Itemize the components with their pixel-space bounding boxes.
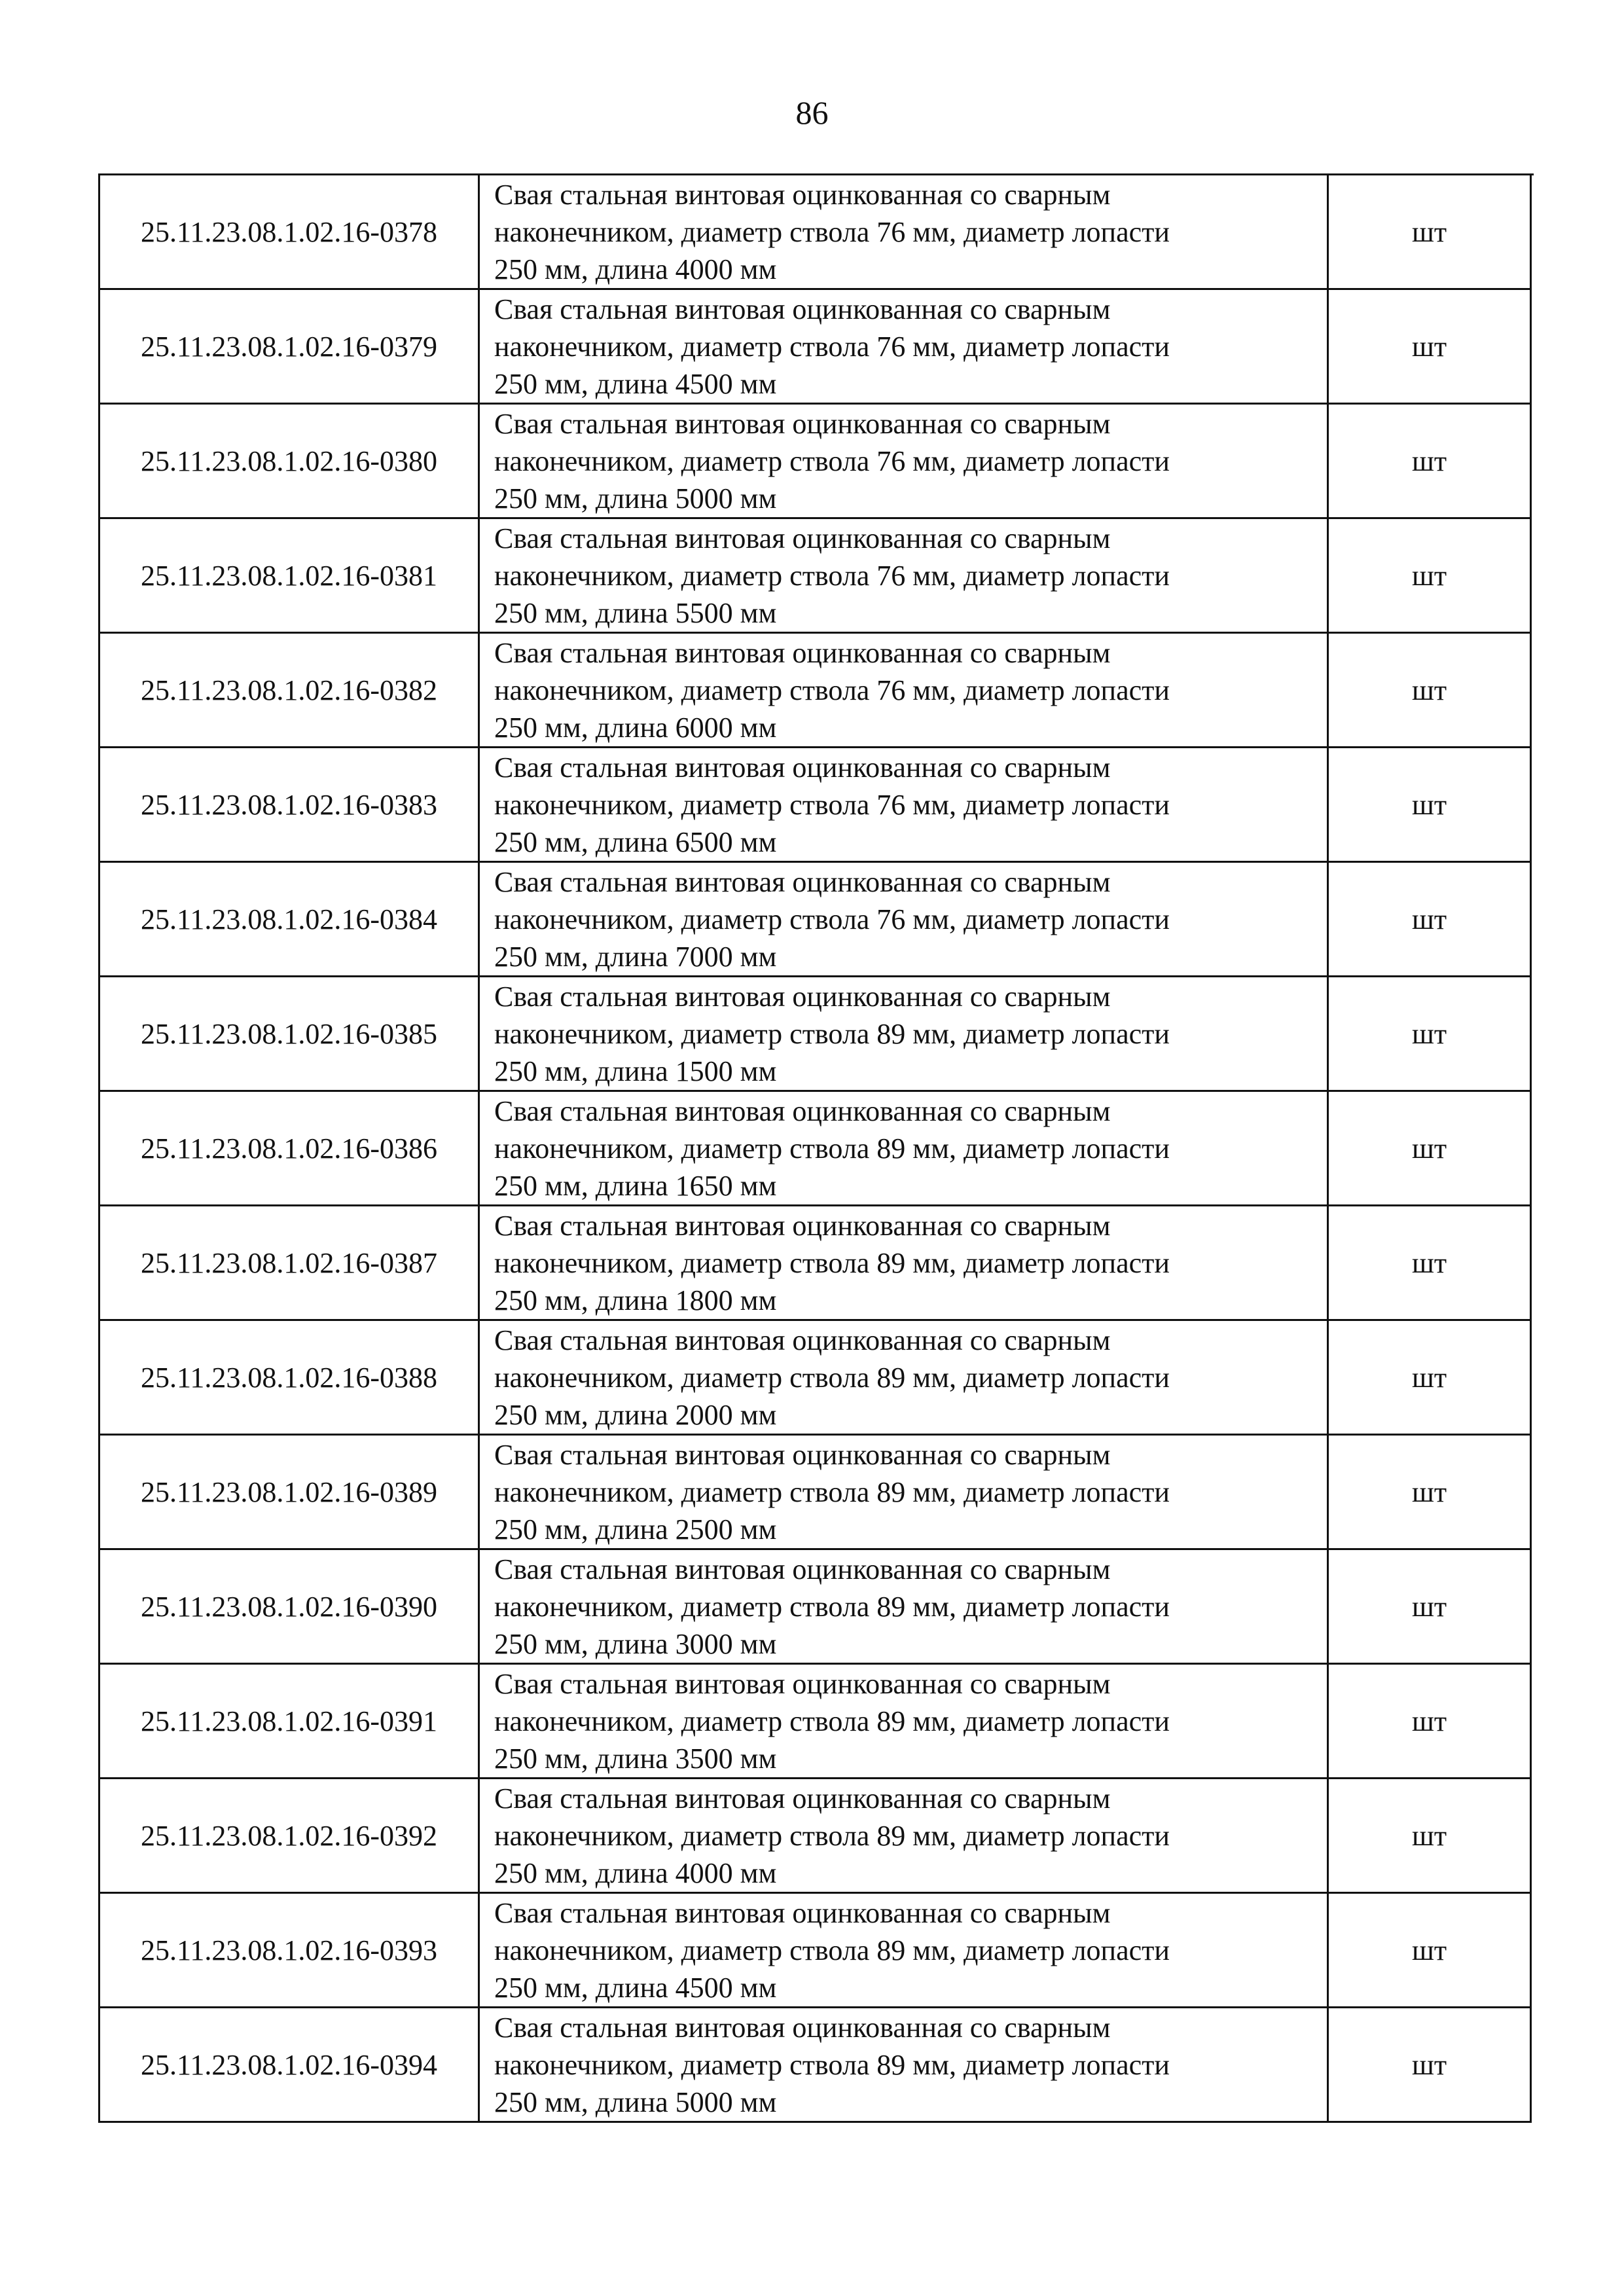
table-row — [100, 1665, 1534, 1779]
row-description-cell — [480, 1436, 1329, 1550]
table-row — [100, 1436, 1534, 1550]
row-description: Свая стальная винтовая оцинкованная со сварным наконечником, диаметр ствола 89 мм, диаметр лопасти 250 мм, длина 4500 мм — [494, 1896, 1170, 2004]
row-code: 25.11.23.08.1.02.16-0382 — [100, 634, 480, 748]
row-code: 25.11.23.08.1.02.16-0384 — [100, 863, 480, 977]
table-row — [100, 1894, 1534, 2008]
row-unit: шт — [1329, 634, 1532, 748]
row-unit: шт — [1329, 1665, 1532, 1779]
row-description: Свая стальная винтовая оцинкованная со сварным наконечником, диаметр ствола 89 мм, диаметр лопасти 250 мм, длина 3500 мм — [494, 1667, 1170, 1775]
row-unit: шт — [1329, 405, 1532, 519]
row-unit: шт — [1329, 1206, 1532, 1321]
table-row — [100, 1092, 1534, 1206]
row-code: 25.11.23.08.1.02.16-0387 — [100, 1206, 480, 1321]
row-unit: шт — [1329, 748, 1532, 863]
page-number: 86 — [795, 94, 829, 131]
pile-spec-table — [98, 173, 1534, 2123]
row-description-cell — [480, 1665, 1329, 1779]
row-code: 25.11.23.08.1.02.16-0385 — [100, 977, 480, 1092]
row-description-cell — [480, 1206, 1329, 1321]
row-description-cell — [480, 1894, 1329, 2008]
table-row — [100, 519, 1534, 634]
row-code: 25.11.23.08.1.02.16-0381 — [100, 519, 480, 634]
row-description-cell — [480, 1550, 1329, 1665]
row-code: 25.11.23.08.1.02.16-0393 — [100, 1894, 480, 2008]
row-description: Свая стальная винтовая оцинкованная со сварным наконечником, диаметр ствола 76 мм, диаметр лопасти 250 мм, длина 6000 мм — [494, 636, 1170, 744]
row-description-cell — [480, 748, 1329, 863]
row-description: Свая стальная винтовая оцинкованная со сварным наконечником, диаметр ствола 76 мм, диаметр лопасти 250 мм, длина 5500 мм — [494, 522, 1170, 629]
row-description: Свая стальная винтовая оцинкованная со сварным наконечником, диаметр ствола 89 мм, диаметр лопасти 250 мм, длина 3000 мм — [494, 1553, 1170, 1660]
row-description: Свая стальная винтовая оцинкованная со сварным наконечником, диаметр ствола 89 мм, диаметр лопасти 250 мм, длина 4000 мм — [494, 1782, 1170, 1889]
table-row — [100, 1550, 1534, 1665]
row-description-cell — [480, 290, 1329, 405]
table-row — [100, 175, 1534, 290]
row-description-cell — [480, 1321, 1329, 1436]
row-unit: шт — [1329, 290, 1532, 405]
row-unit: шт — [1329, 2008, 1532, 2123]
row-description: Свая стальная винтовая оцинкованная со сварным наконечником, диаметр ствола 89 мм, диаметр лопасти 250 мм, длина 2500 мм — [494, 1438, 1170, 1545]
row-description: Свая стальная винтовая оцинкованная со сварным наконечником, диаметр ствола 89 мм, диаметр лопасти 250 мм, длина 2000 мм — [494, 1324, 1170, 1431]
row-code: 25.11.23.08.1.02.16-0380 — [100, 405, 480, 519]
row-description: Свая стальная винтовая оцинкованная со сварным наконечником, диаметр ствола 76 мм, диаметр лопасти 250 мм, длина 7000 мм — [494, 865, 1170, 973]
table-row — [100, 1779, 1534, 1894]
row-unit: шт — [1329, 863, 1532, 977]
table-row — [100, 863, 1534, 977]
row-code: 25.11.23.08.1.02.16-0383 — [100, 748, 480, 863]
row-description: Свая стальная винтовая оцинкованная со сварным наконечником, диаметр ствола 76 мм, диаметр лопасти 250 мм, длина 6500 мм — [494, 751, 1170, 858]
row-code: 25.11.23.08.1.02.16-0394 — [100, 2008, 480, 2123]
row-code: 25.11.23.08.1.02.16-0388 — [100, 1321, 480, 1436]
row-code: 25.11.23.08.1.02.16-0389 — [100, 1436, 480, 1550]
row-code: 25.11.23.08.1.02.16-0378 — [100, 175, 480, 290]
row-unit: шт — [1329, 1092, 1532, 1206]
row-description-cell — [480, 2008, 1329, 2123]
row-code: 25.11.23.08.1.02.16-0392 — [100, 1779, 480, 1894]
row-unit: шт — [1329, 1779, 1532, 1894]
row-description-cell — [480, 863, 1329, 977]
table-row — [100, 634, 1534, 748]
row-description-cell — [480, 977, 1329, 1092]
row-code: 25.11.23.08.1.02.16-0390 — [100, 1550, 480, 1665]
row-description-cell — [480, 405, 1329, 519]
table-row — [100, 977, 1534, 1092]
row-code: 25.11.23.08.1.02.16-0391 — [100, 1665, 480, 1779]
row-description: Свая стальная винтовая оцинкованная со сварным наконечником, диаметр ствола 76 мм, диаметр лопасти 250 мм, длина 5000 мм — [494, 407, 1170, 515]
row-unit: шт — [1329, 175, 1532, 290]
row-unit: шт — [1329, 977, 1532, 1092]
table-row — [100, 290, 1534, 405]
row-description-cell — [480, 1779, 1329, 1894]
table-row — [100, 748, 1534, 863]
row-code: 25.11.23.08.1.02.16-0386 — [100, 1092, 480, 1206]
row-unit: шт — [1329, 1550, 1532, 1665]
row-unit: шт — [1329, 1436, 1532, 1550]
table-row — [100, 1206, 1534, 1321]
row-unit: шт — [1329, 1321, 1532, 1436]
row-description: Свая стальная винтовая оцинкованная со сварным наконечником, диаметр ствола 89 мм, диаметр лопасти 250 мм, длина 5000 мм — [494, 2011, 1170, 2118]
row-description: Свая стальная винтовая оцинкованная со сварным наконечником, диаметр ствола 76 мм, диаметр лопасти 250 мм, длина 4000 мм — [494, 178, 1170, 285]
row-unit: шт — [1329, 519, 1532, 634]
row-description: Свая стальная винтовая оцинкованная со сварным наконечником, диаметр ствола 89 мм, диаметр лопасти 250 мм, длина 1650 мм — [494, 1094, 1170, 1202]
table-row — [100, 2008, 1534, 2123]
row-code: 25.11.23.08.1.02.16-0379 — [100, 290, 480, 405]
row-description: Свая стальная винтовая оцинкованная со сварным наконечником, диаметр ствола 89 мм, диаметр лопасти 250 мм, длина 1800 мм — [494, 1209, 1170, 1316]
row-description: Свая стальная винтовая оцинкованная со сварным наконечником, диаметр ствола 76 мм, диаметр лопасти 250 мм, длина 4500 мм — [494, 293, 1170, 400]
row-description: Свая стальная винтовая оцинкованная со сварным наконечником, диаметр ствола 89 мм, диаметр лопасти 250 мм, длина 1500 мм — [494, 980, 1170, 1087]
row-description-cell — [480, 634, 1329, 748]
row-description-cell — [480, 1092, 1329, 1206]
row-description-cell — [480, 175, 1329, 290]
table-row — [100, 405, 1534, 519]
row-unit: шт — [1329, 1894, 1532, 2008]
table-row — [100, 1321, 1534, 1436]
row-description-cell — [480, 519, 1329, 634]
